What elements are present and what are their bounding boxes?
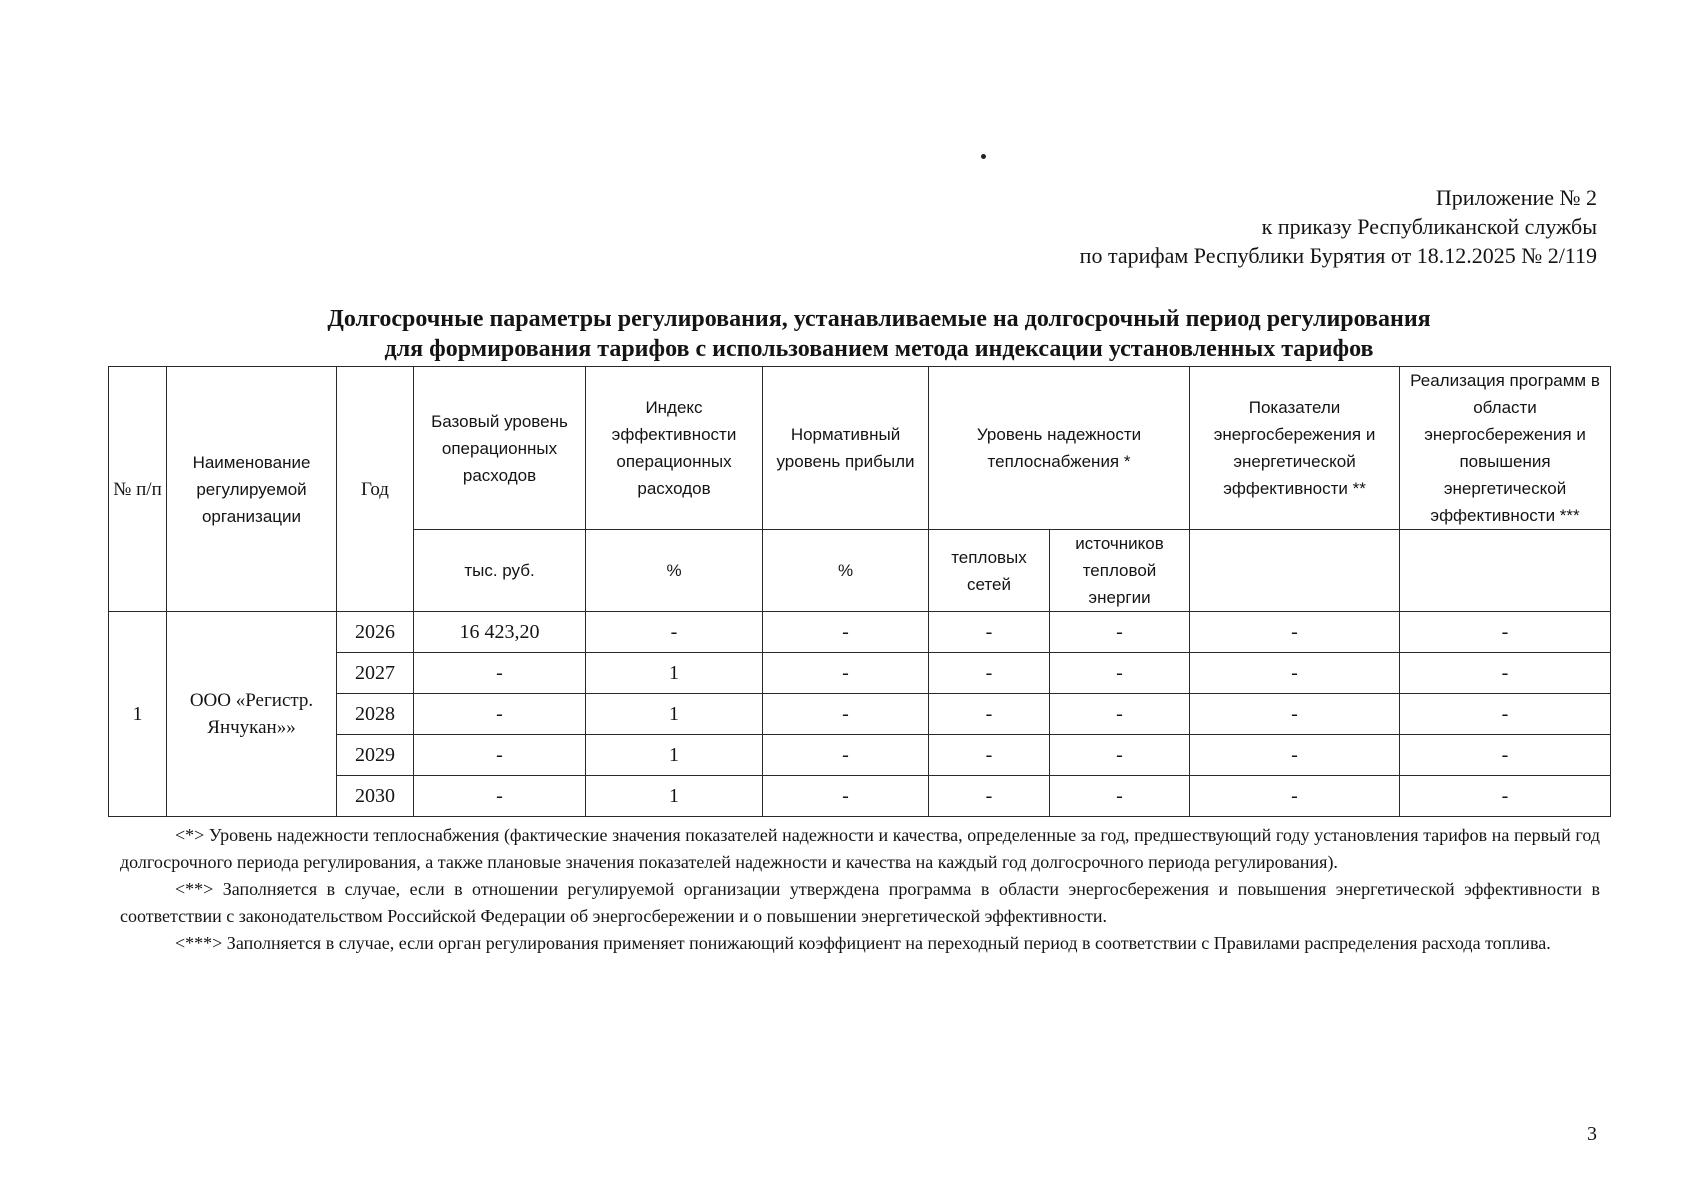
header-org: Наименование регулируемой организации xyxy=(167,367,337,612)
footnote-reliability: <*> Уровень надежности теплоснабжения (фактические значения показателей надежности и качества, определенные за год, предшествующий году установления тарифов на первый год долгосрочного периода регулирования, а также плановые значения показателей надежности и качества на каждый год долгосрочного периода регулирования). xyxy=(120,825,1600,872)
cell-profit: - xyxy=(763,735,929,776)
cell-year: 2027 xyxy=(337,653,414,694)
header-num: № п/п xyxy=(109,367,167,612)
cell-profit: - xyxy=(763,612,929,653)
cell-index: 1 xyxy=(586,694,763,735)
header-year: Год xyxy=(337,367,414,612)
header-reliability: Уровень надежности теплоснабжения * xyxy=(929,367,1190,530)
unit-programs-empty xyxy=(1400,530,1611,612)
cell-energy: - xyxy=(1190,612,1400,653)
header-index: Индекс эффективности операционных расходов xyxy=(586,367,763,530)
cell-base: - xyxy=(414,735,586,776)
cell-index: 1 xyxy=(586,653,763,694)
cell-base: - xyxy=(414,653,586,694)
header-base: Базовый уровень операционных расходов xyxy=(414,367,586,530)
scan-speck xyxy=(981,154,986,159)
parameters-table xyxy=(108,366,1611,817)
cell-base: 16 423,20 xyxy=(414,612,586,653)
cell-networks: - xyxy=(929,694,1050,735)
cell-programs: - xyxy=(1400,694,1611,735)
cell-year: 2029 xyxy=(337,735,414,776)
appendix-line-1: Приложение № 2 xyxy=(1435,185,1597,210)
cell-networks: - xyxy=(929,776,1050,817)
appendix-header xyxy=(797,183,1597,270)
cell-programs: - xyxy=(1400,612,1611,653)
cell-profit: - xyxy=(763,653,929,694)
cell-energy: - xyxy=(1190,653,1400,694)
cell-sources: - xyxy=(1050,694,1190,735)
header-programs: Реализация программ в области энергосбережения и повышения энергетической эффективности *** xyxy=(1400,367,1611,530)
cell-sources: - xyxy=(1050,653,1190,694)
header-row xyxy=(109,367,1611,530)
unit-energy-empty xyxy=(1190,530,1400,612)
unit-networks: тепловых сетей xyxy=(929,530,1050,612)
cell-profit: - xyxy=(763,776,929,817)
cell-sources: - xyxy=(1050,612,1190,653)
unit-base: тыс. руб. xyxy=(414,530,586,612)
cell-year: 2026 xyxy=(337,612,414,653)
footnote-coefficient: <***> Заполняется в случае, если орган регулирования применяет понижающий коэффициент на переходный период в соответствии с Правилами распределения расхода топлива. xyxy=(175,933,1551,953)
cell-index: 1 xyxy=(586,776,763,817)
title-line-1: Долгосрочные параметры регулирования, устанавливаемые на долгосрочный период регулирования xyxy=(327,306,1431,332)
appendix-line-2: к приказу Республиканской службы xyxy=(1261,214,1597,239)
cell-programs: - xyxy=(1400,735,1611,776)
cell-base: - xyxy=(414,776,586,817)
cell-networks: - xyxy=(929,653,1050,694)
unit-sources: источников тепловой энергии xyxy=(1050,530,1190,612)
cell-year: 2030 xyxy=(337,776,414,817)
table-row xyxy=(109,612,1611,653)
document-title xyxy=(109,304,1649,364)
unit-profit: % xyxy=(763,530,929,612)
cell-programs: - xyxy=(1400,653,1611,694)
cell-year: 2028 xyxy=(337,694,414,735)
cell-energy: - xyxy=(1190,694,1400,735)
row-num: 1 xyxy=(109,612,167,817)
cell-sources: - xyxy=(1050,735,1190,776)
cell-programs: - xyxy=(1400,776,1611,817)
cell-index: 1 xyxy=(586,735,763,776)
cell-energy: - xyxy=(1190,776,1400,817)
footnotes xyxy=(120,822,1600,957)
appendix-line-3: по тарифам Республики Бурятия от 18.12.2025 № 2/119 xyxy=(1079,243,1597,268)
header-energy: Показатели энергосбережения и энергетической эффективности ** xyxy=(1190,367,1400,530)
title-line-2: для формирования тарифов с использованием метода индексации установленных тарифов xyxy=(384,336,1374,362)
cell-networks: - xyxy=(929,735,1050,776)
cell-energy: - xyxy=(1190,735,1400,776)
cell-sources: - xyxy=(1050,776,1190,817)
footnote-energy-saving: <**> Заполняется в случае, если в отношении регулируемой организации утверждена программа в области энергосбережения и повышения энергетической эффективности в соответствии с законодательством Российской Федерации об энергосбережении и о повышении энергетической эффективности. xyxy=(120,879,1600,926)
cell-networks: - xyxy=(929,612,1050,653)
unit-index: % xyxy=(586,530,763,612)
page-number: 3 xyxy=(1587,1123,1597,1145)
cell-profit: - xyxy=(763,694,929,735)
org-name: ООО «Регистр. Янчукан»» xyxy=(167,612,337,817)
cell-base: - xyxy=(414,694,586,735)
header-profit: Нормативный уровень прибыли xyxy=(763,367,929,530)
cell-index: - xyxy=(586,612,763,653)
